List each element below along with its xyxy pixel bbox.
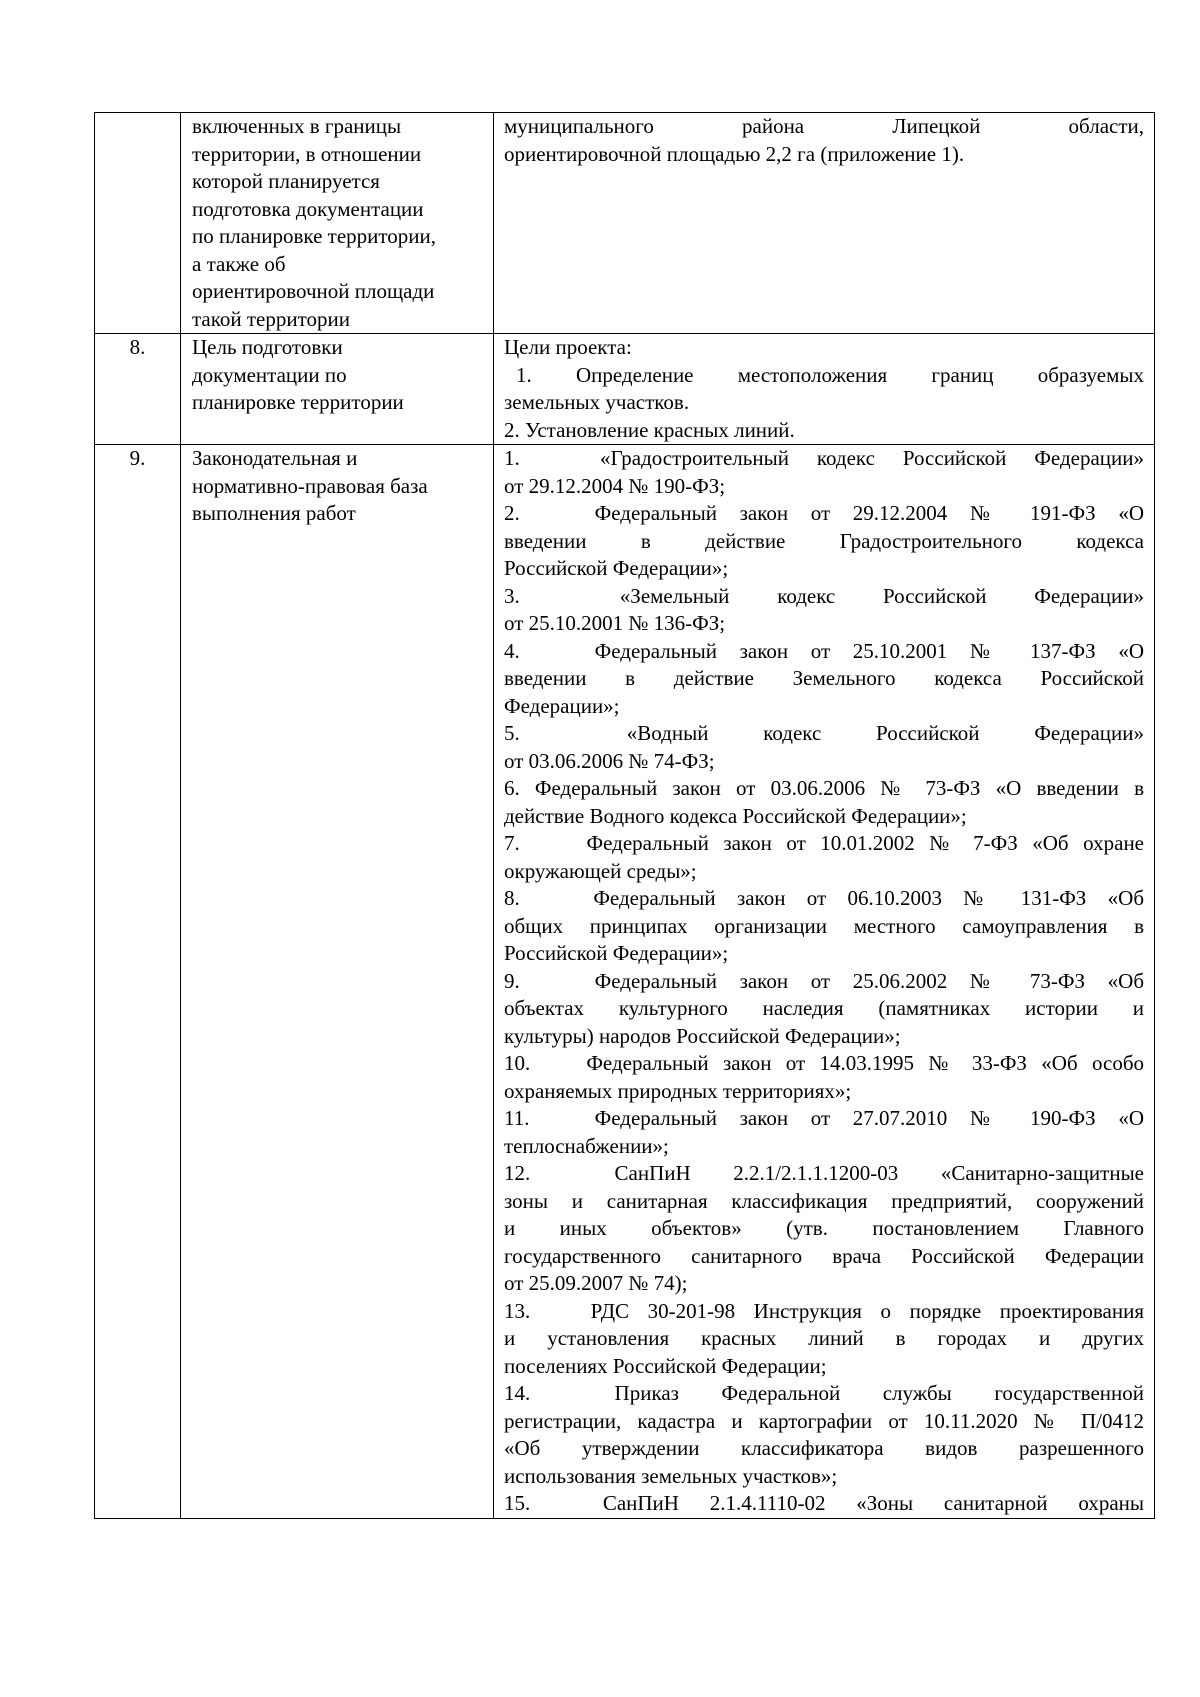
label-line: выполнения работ — [192, 501, 356, 525]
law-number: 5. — [504, 721, 520, 745]
law-continuation: охраняемых природных территориях»; — [504, 1078, 852, 1103]
law-item — [504, 885, 1144, 913]
content-line: муниципального района Липецкой области, — [504, 114, 1144, 138]
label-line: такой территории — [192, 306, 350, 331]
law-continuation: от 25.09.2007 № 74); — [504, 1271, 688, 1295]
law-text: СанПиН 2.2.1/2.1.1.1200-03 «Санитарно-защитные — [614, 1161, 1145, 1185]
row-label — [181, 445, 494, 1519]
label-line: подготовка документации — [192, 196, 424, 221]
law-continuation: поселениях Российской Федерации; — [504, 1353, 827, 1378]
law-continuation: действие Водного кодекса Российской Федерации»; — [504, 803, 967, 828]
law-continuation: «Об утверждении классификатора видов разрешенного — [504, 1436, 1144, 1460]
row-number: 8. — [95, 334, 181, 445]
law-item — [504, 445, 1144, 473]
law-item — [504, 1490, 1144, 1518]
law-continuation: общих принципах организации местного самоуправления в — [504, 913, 1144, 938]
label-line: Цель подготовки — [192, 335, 343, 359]
goals-heading: Цели проекта: — [504, 335, 632, 359]
content-line: ориентировочной площадью 2,2 га (приложение 1). — [504, 141, 965, 166]
law-text: Федеральный закон от 25.06.2002 № 73-ФЗ «Об — [594, 968, 1145, 993]
law-continuation: объектах культурного наследия (памятниках истории и — [504, 996, 1144, 1020]
goal-number: 1. — [516, 362, 532, 387]
law-item — [504, 1160, 1144, 1188]
law-text: СанПиН 2.1.4.1110-02 «Зоны санитарной охраны — [602, 1491, 1144, 1515]
law-number: 1. — [504, 446, 520, 470]
law-number: 2. — [504, 501, 520, 525]
law-continuation: Российской Федерации»; — [504, 941, 729, 965]
law-text: 6. Федеральный закон от 03.06.2006 № 73-ФЗ «О введении в — [504, 776, 1144, 800]
law-item — [504, 1298, 1144, 1326]
law-continuation: окружающей среды»; — [504, 858, 697, 883]
law-continuation: и установления красных линий в городах и других — [504, 1326, 1144, 1350]
law-number: 14. — [504, 1381, 531, 1405]
law-item — [504, 1050, 1144, 1078]
law-item — [504, 968, 1144, 996]
law-text: Федеральный закон от 14.03.1995 № 33-ФЗ «Об особо — [586, 1051, 1145, 1075]
goal-text: Определение местоположения границ образуемых — [575, 362, 1145, 387]
law-continuation: введении в действие Земельного кодекса Российской — [504, 666, 1144, 690]
law-item — [504, 638, 1144, 666]
law-number: 10. — [504, 1051, 531, 1075]
goal-item: 2. Установление красных линий. — [504, 417, 795, 442]
label-line: которой планируется — [192, 169, 380, 193]
document-table — [94, 112, 1155, 1519]
row-label — [181, 334, 494, 445]
law-item — [504, 830, 1144, 858]
label-line: включенных в границы — [192, 114, 402, 138]
laws-list — [494, 445, 1155, 1519]
table-row — [95, 334, 1155, 445]
table-row — [95, 113, 1155, 334]
law-number: 12. — [504, 1161, 531, 1185]
label-line: ориентировочной площади — [192, 279, 435, 303]
law-number: 11. — [504, 1106, 530, 1130]
law-continuation: использования земельных участков»; — [504, 1463, 838, 1488]
label-line: территории, в отношении — [192, 141, 422, 166]
law-continuation: от 25.10.2001 № 136-ФЗ; — [504, 611, 726, 635]
law-number: 3. — [504, 583, 520, 608]
law-text: «Градостроительный кодекс Российской Федерации» — [599, 446, 1144, 470]
law-continuation: Федерации»; — [504, 693, 620, 718]
law-item — [504, 775, 1144, 803]
goal-item — [504, 362, 1144, 390]
law-text: Приказ Федеральной службы государственной — [614, 1381, 1144, 1405]
table-row — [95, 445, 1155, 1519]
goal-continuation: земельных участков. — [504, 390, 690, 414]
law-item — [504, 500, 1144, 528]
law-text: «Земельный кодекс Российской Федерации» — [619, 583, 1144, 608]
label-line: Законодательная и — [192, 446, 358, 470]
law-continuation: от 29.12.2004 № 190-ФЗ; — [504, 473, 726, 498]
label-line: документации по — [192, 362, 347, 387]
law-text: Федеральный закон от 10.01.2002 № 7-ФЗ «Об охране — [586, 831, 1145, 855]
law-text: Федеральный закон от 25.10.2001 № 137-ФЗ «О — [594, 638, 1144, 663]
law-continuation: культуры) народов Российской Федерации»; — [504, 1023, 901, 1048]
law-text: Федеральный закон от 29.12.2004 № 191-ФЗ «О — [594, 501, 1144, 525]
law-continuation: государственного санитарного врача Российской Федерации — [504, 1243, 1144, 1268]
law-text: Федеральный закон от 06.10.2003 № 131-ФЗ «Об — [593, 886, 1145, 910]
law-number: 4. — [504, 638, 520, 663]
law-item — [504, 1105, 1144, 1133]
label-line: планировке территории — [192, 390, 404, 414]
row-content — [494, 334, 1155, 445]
law-continuation: теплоснабжении»; — [504, 1133, 669, 1158]
law-number: 9. — [504, 968, 520, 993]
law-item — [504, 1380, 1144, 1408]
label-line: а также об — [192, 251, 286, 276]
law-item — [504, 583, 1144, 611]
law-number: 8. — [504, 886, 520, 910]
law-item — [504, 720, 1144, 748]
law-continuation: и иных объектов» (утв. постановлением Главного — [504, 1216, 1144, 1240]
law-continuation: регистрации, кадастра и картографии от 10.11.2020 № П/0412 — [504, 1408, 1144, 1433]
law-number: 15. — [504, 1491, 531, 1515]
label-line: по планировке территории, — [192, 224, 437, 248]
row-number — [95, 113, 181, 334]
law-continuation: от 03.06.2006 № 74-ФЗ; — [504, 748, 715, 773]
law-number: 13. — [504, 1298, 531, 1323]
law-number: 7. — [504, 831, 520, 855]
row-content — [494, 113, 1155, 334]
law-text: «Водный кодекс Российской Федерации» — [626, 721, 1144, 745]
law-continuation: зоны и санитарная классификация предприятий, сооружений — [504, 1188, 1144, 1213]
law-text: Федеральный закон от 27.07.2010 № 190-ФЗ «О — [594, 1106, 1144, 1130]
label-line: нормативно-правовая база — [192, 473, 428, 498]
law-continuation: введении в действие Градостроительного кодекса — [504, 528, 1144, 553]
law-text: РДС 30-201-98 Инструкция о порядке проектирования — [590, 1298, 1144, 1323]
row-number: 9. — [95, 445, 181, 1519]
law-continuation: Российской Федерации»; — [504, 556, 729, 580]
table-body — [95, 113, 1155, 1519]
row-label — [181, 113, 494, 334]
